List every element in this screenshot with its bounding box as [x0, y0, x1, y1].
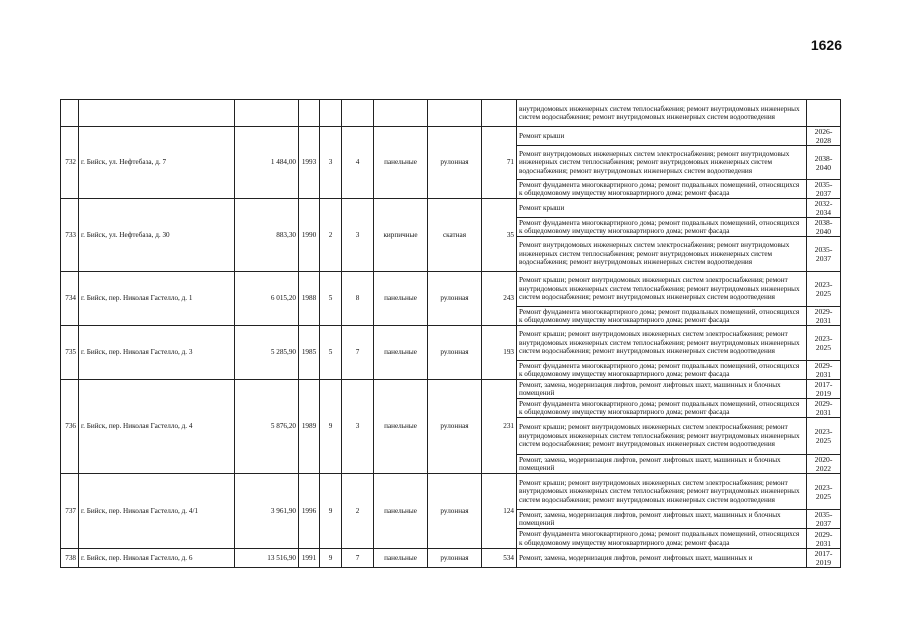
work-period-cell: 2017-2019: [807, 549, 841, 568]
work-type-cell: внутридомовых инженерных систем теплоснабжения; ремонт внутридомовых инженерных систем водоснабжения; ремонт внутридомовых инженерных систем водоотведения: [517, 100, 807, 127]
residents-count-cell: 71: [482, 127, 517, 199]
wall-material-cell: панельные: [374, 380, 428, 474]
total-area-cell: 6 015,20: [235, 272, 299, 326]
work-period-cell: 2035-2037: [807, 180, 841, 199]
residents-count-cell: 534: [482, 549, 517, 568]
floors-cell: 3: [320, 127, 342, 199]
work-type-cell: Ремонт крыши: [517, 199, 807, 218]
table-row: [61, 127, 841, 146]
total-area-cell: 3 961,90: [235, 474, 299, 549]
build-year-cell: 1996: [299, 474, 320, 549]
table-row: [61, 326, 841, 361]
work-period-cell: 2035-2037: [807, 237, 841, 272]
entrances-cell: 7: [342, 326, 374, 380]
work-type-cell: Ремонт фундамента многоквартирного дома; ремонт подвальных помещений, относящихся к общедомовому имуществу многоквартирного дома; ремонт фасада: [517, 399, 807, 418]
roof-type-cell: рулонная: [428, 326, 482, 380]
floors-cell: 9: [320, 474, 342, 549]
work-period-cell: 2026-2028: [807, 127, 841, 146]
work-period-cell: 2023-2025: [807, 326, 841, 361]
entrances-cell: 4: [342, 127, 374, 199]
build-year-cell: 1993: [299, 127, 320, 199]
house-number-cell: 734: [61, 272, 79, 326]
work-type-cell: Ремонт крыши; ремонт внутридомовых инженерных систем электроснабжения; ремонт внутридомовых инженерных систем теплоснабжения; ремонт внутридомовых инженерных систем водоснабжения; ремонт внутридомовых инженерных систем водоотведения: [517, 272, 807, 307]
roof-type-cell: скатная: [428, 199, 482, 272]
table-body: [61, 100, 841, 568]
house-number-cell: 737: [61, 474, 79, 549]
build-year-cell: 1991: [299, 549, 320, 568]
floors-cell: [320, 100, 342, 127]
entrances-cell: 8: [342, 272, 374, 326]
work-type-cell: Ремонт фундамента многоквартирного дома; ремонт подвальных помещений, относящихся к общедомовому имуществу многоквартирного дома; ремонт фасада: [517, 529, 807, 549]
total-area-cell: [235, 100, 299, 127]
table-row: [61, 272, 841, 307]
work-type-cell: Ремонт крыши; ремонт внутридомовых инженерных систем электроснабжения; ремонт внутридомовых инженерных систем теплоснабжения; ремонт внутридомовых инженерных систем водоснабжения; ремонт внутридомовых инженерных систем водоотведения: [517, 418, 807, 455]
work-period-cell: 2029-2031: [807, 307, 841, 326]
address-cell: г. Бийск, пер. Николая Гастелло, д. 6: [79, 549, 235, 568]
table-row: [61, 199, 841, 218]
wall-material-cell: панельные: [374, 272, 428, 326]
work-period-cell: [807, 100, 841, 127]
work-type-cell: Ремонт крыши: [517, 127, 807, 146]
work-period-cell: 2038-2040: [807, 218, 841, 237]
entrances-cell: 3: [342, 380, 374, 474]
house-number-cell: 736: [61, 380, 79, 474]
address-cell: г. Бийск, пер. Николая Гастелло, д. 1: [79, 272, 235, 326]
table-row: [61, 474, 841, 510]
residents-count-cell: 243: [482, 272, 517, 326]
total-area-cell: 1 484,00: [235, 127, 299, 199]
work-type-cell: Ремонт внутридомовых инженерных систем электроснабжения; ремонт внутридомовых инженерных систем теплоснабжения; ремонт внутридомовых инженерных систем водоснабжения; ремонт внутридомовых инженерных систем водоотведения: [517, 237, 807, 272]
wall-material-cell: кирпичные: [374, 199, 428, 272]
entrances-cell: [342, 100, 374, 127]
house-number-cell: 732: [61, 127, 79, 199]
work-period-cell: 2017-2019: [807, 380, 841, 399]
work-period-cell: 2038-2040: [807, 146, 841, 180]
work-period-cell: 2035-2037: [807, 510, 841, 529]
work-type-cell: Ремонт, замена, модернизация лифтов, ремонт лифтовых шахт, машинных и: [517, 549, 807, 568]
work-period-cell: 2020-2022: [807, 455, 841, 474]
work-period-cell: 2023-2025: [807, 418, 841, 455]
build-year-cell: 1989: [299, 380, 320, 474]
floors-cell: 9: [320, 549, 342, 568]
entrances-cell: 3: [342, 199, 374, 272]
floors-cell: 2: [320, 199, 342, 272]
work-type-cell: Ремонт фундамента многоквартирного дома; ремонт подвальных помещений, относящихся к общедомовому имуществу многоквартирного дома; ремонт фасада: [517, 307, 807, 326]
entrances-cell: 2: [342, 474, 374, 549]
total-area-cell: 883,30: [235, 199, 299, 272]
table-row: [61, 100, 841, 127]
work-type-cell: Ремонт, замена, модернизация лифтов, ремонт лифтовых шахт, машинных и блочных помещений: [517, 380, 807, 399]
house-number-cell: 738: [61, 549, 79, 568]
floors-cell: 5: [320, 326, 342, 380]
page-number: 1626: [810, 37, 842, 53]
residents-count-cell: 193: [482, 326, 517, 380]
work-period-cell: 2023-2025: [807, 474, 841, 510]
table-row: [61, 380, 841, 399]
floors-cell: 5: [320, 272, 342, 326]
roof-type-cell: [428, 100, 482, 127]
address-cell: [79, 100, 235, 127]
address-cell: г. Бийск, пер. Николая Гастелло, д. 4: [79, 380, 235, 474]
work-period-cell: 2023-2025: [807, 272, 841, 307]
wall-material-cell: панельные: [374, 474, 428, 549]
repair-program-table: [60, 99, 841, 568]
residents-count-cell: 231: [482, 380, 517, 474]
work-type-cell: Ремонт, замена, модернизация лифтов, ремонт лифтовых шахт, машинных и блочных помещений: [517, 510, 807, 529]
work-type-cell: Ремонт, замена, модернизация лифтов, ремонт лифтовых шахт, машинных и блочных помещений: [517, 455, 807, 474]
roof-type-cell: рулонная: [428, 549, 482, 568]
work-type-cell: Ремонт внутридомовых инженерных систем электроснабжения; ремонт внутридомовых инженерных систем теплоснабжения; ремонт внутридомовых инженерных систем водоснабжения; ремонт внутридомовых инженерных систем водоотведения: [517, 146, 807, 180]
build-year-cell: 1985: [299, 326, 320, 380]
address-cell: г. Бийск, пер. Николая Гастелло, д. 3: [79, 326, 235, 380]
floors-cell: 9: [320, 380, 342, 474]
address-cell: г. Бийск, ул. Нефтебаза, д. 30: [79, 199, 235, 272]
roof-type-cell: рулонная: [428, 474, 482, 549]
total-area-cell: 13 516,90: [235, 549, 299, 568]
wall-material-cell: [374, 100, 428, 127]
total-area-cell: 5 285,90: [235, 326, 299, 380]
work-type-cell: Ремонт крыши; ремонт внутридомовых инженерных систем электроснабжения; ремонт внутридомовых инженерных систем теплоснабжения; ремонт внутридомовых инженерных систем водоснабжения; ремонт внутридомовых инженерных систем водоотведения: [517, 474, 807, 510]
work-period-cell: 2032-2034: [807, 199, 841, 218]
build-year-cell: 1990: [299, 199, 320, 272]
entrances-cell: 7: [342, 549, 374, 568]
work-period-cell: 2029-2031: [807, 361, 841, 380]
work-type-cell: Ремонт фундамента многоквартирного дома; ремонт подвальных помещений, относящихся к общедомовому имуществу многоквартирного дома; ремонт фасада: [517, 180, 807, 199]
house-number-cell: 735: [61, 326, 79, 380]
build-year-cell: [299, 100, 320, 127]
work-period-cell: 2029-2031: [807, 399, 841, 418]
wall-material-cell: панельные: [374, 127, 428, 199]
residents-count-cell: 35: [482, 199, 517, 272]
work-type-cell: Ремонт фундамента многоквартирного дома; ремонт подвальных помещений, относящихся к общедомовому имуществу многоквартирного дома; ремонт фасада: [517, 361, 807, 380]
residents-count-cell: 124: [482, 474, 517, 549]
address-cell: г. Бийск, пер. Николая Гастелло, д. 4/1: [79, 474, 235, 549]
roof-type-cell: рулонная: [428, 380, 482, 474]
work-type-cell: Ремонт фундамента многоквартирного дома; ремонт подвальных помещений, относящихся к общедомовому имуществу многоквартирного дома; ремонт фасада: [517, 218, 807, 237]
residents-count-cell: [482, 100, 517, 127]
build-year-cell: 1988: [299, 272, 320, 326]
total-area-cell: 5 876,20: [235, 380, 299, 474]
wall-material-cell: панельные: [374, 549, 428, 568]
roof-type-cell: рулонная: [428, 127, 482, 199]
wall-material-cell: панельные: [374, 326, 428, 380]
address-cell: г. Бийск, ул. Нефтебаза, д. 7: [79, 127, 235, 199]
house-number-cell: [61, 100, 79, 127]
work-type-cell: Ремонт крыши; ремонт внутридомовых инженерных систем электроснабжения; ремонт внутридомовых инженерных систем теплоснабжения; ремонт внутридомовых инженерных систем водоснабжения; ремонт внутридомовых инженерных систем водоотведения: [517, 326, 807, 361]
house-number-cell: 733: [61, 199, 79, 272]
roof-type-cell: рулонная: [428, 272, 482, 326]
work-period-cell: 2029-2031: [807, 529, 841, 549]
table-row: [61, 549, 841, 568]
